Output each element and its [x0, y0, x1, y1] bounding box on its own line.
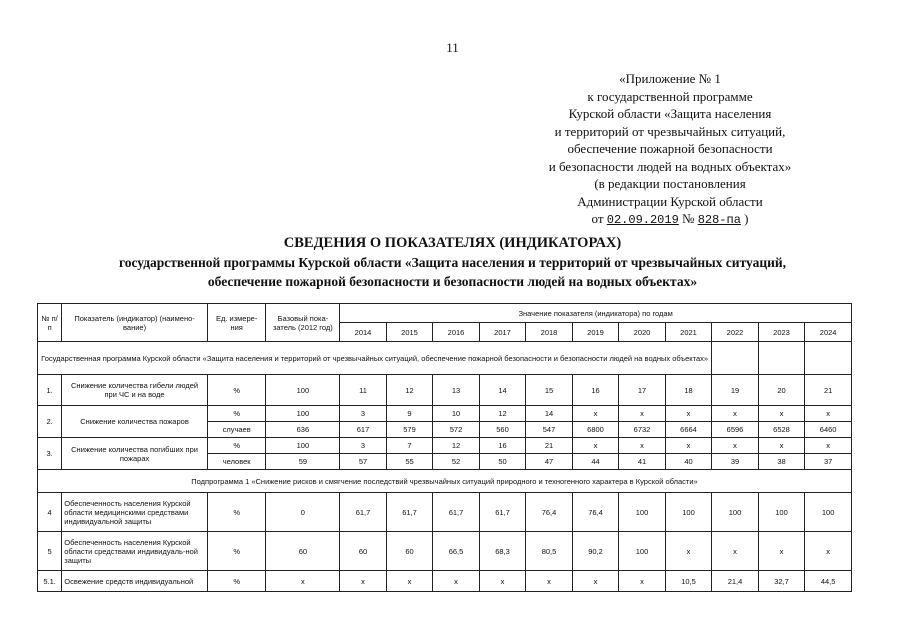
row-value: x	[665, 406, 712, 422]
year-header: 2018	[526, 323, 573, 342]
row-value: x	[619, 438, 666, 454]
row-value: 44,5	[805, 571, 852, 592]
row-value: 572	[433, 422, 480, 438]
row-value: 80,5	[526, 532, 573, 571]
page-number: 11	[446, 40, 459, 55]
row-value: 37	[805, 454, 852, 470]
row-value: 76,4	[572, 493, 619, 532]
row-value: x	[433, 571, 480, 592]
row-value: 76,4	[526, 493, 573, 532]
program-title-cell: Государственная программа Курской области «Защита населения и территорий от чрезвычайных ситуаций, обеспечение пожарной безопасности и безопасности людей на водных объектах»	[38, 342, 712, 375]
row-unit: %	[207, 438, 266, 454]
row-value: 57	[340, 454, 387, 470]
table-row	[38, 406, 852, 422]
row-value: 66,5	[433, 532, 480, 571]
row-value: 40	[665, 454, 712, 470]
row-value: 6800	[572, 422, 619, 438]
row-value: 579	[386, 422, 433, 438]
row-unit: %	[207, 571, 266, 592]
appendix-date-line	[510, 210, 830, 230]
row-value: x	[805, 532, 852, 571]
row-value: x	[572, 571, 619, 592]
row-num: 5.1.	[38, 571, 62, 592]
row-value: 100	[619, 532, 666, 571]
appendix-line: Администрации Курской области	[577, 193, 763, 209]
row-value: x	[758, 532, 805, 571]
year-header: 2019	[572, 323, 619, 342]
row-unit: случаев	[207, 422, 266, 438]
header-indicator: Показатель (индикатор) (наимено-вание)	[62, 304, 208, 342]
empty-cell	[805, 342, 852, 375]
row-value: x	[712, 406, 759, 422]
row-value: 60	[386, 532, 433, 571]
row-value: 60	[340, 532, 387, 571]
header-num: № п/п	[38, 304, 62, 342]
row-value: 21	[526, 438, 573, 454]
row-indicator: Снижение количества гибели людей при ЧС и на воде	[62, 375, 208, 406]
row-indicator: Освежение средств индивидуальной	[62, 571, 208, 592]
row-value: 50	[479, 454, 526, 470]
row-value: 15	[526, 375, 573, 406]
row-value: 6732	[619, 422, 666, 438]
row-value: 14	[526, 406, 573, 422]
table-row	[38, 493, 852, 532]
row-indicator: Снижение количества погибших при пожарах	[62, 438, 208, 470]
subprogram-row	[38, 470, 852, 493]
row-value: x	[665, 438, 712, 454]
row-value: x	[526, 571, 573, 592]
row-base: 0	[266, 493, 340, 532]
year-header: 2017	[479, 323, 526, 342]
row-base: 636	[266, 422, 340, 438]
row-value: x	[619, 571, 666, 592]
row-value: 20	[758, 375, 805, 406]
row-value: 13	[433, 375, 480, 406]
row-base: x	[266, 571, 340, 592]
row-unit: человек	[207, 454, 266, 470]
document-subtitle-1: государственной программы Курской области «Защита населения и территорий от чрезвычайных ситуаций,	[118, 255, 787, 270]
row-value: 12	[386, 375, 433, 406]
row-base: 59	[266, 454, 340, 470]
row-num: 4	[38, 493, 62, 532]
row-base: 60	[266, 532, 340, 571]
row-value: 44	[572, 454, 619, 470]
row-value: 68,3	[479, 532, 526, 571]
row-value: 14	[479, 375, 526, 406]
row-value: 100	[712, 493, 759, 532]
appendix-line: обеспечение пожарной безопасности	[567, 141, 773, 156]
appendix-block	[510, 70, 830, 230]
row-value: 39	[712, 454, 759, 470]
row-num: 2.	[38, 406, 62, 438]
row-value: x	[665, 532, 712, 571]
row-value: 617	[340, 422, 387, 438]
row-value: x	[712, 532, 759, 571]
row-value: 18	[665, 375, 712, 406]
header-values-group: Значение показателя (индикатора) по годам	[340, 304, 852, 323]
row-num: 1.	[38, 375, 62, 406]
row-base: 100	[266, 375, 340, 406]
year-header: 2021	[665, 323, 712, 342]
empty-cell	[758, 342, 805, 375]
row-base: 100	[266, 406, 340, 422]
row-value: x	[340, 571, 387, 592]
row-value: x	[619, 406, 666, 422]
row-num: 3.	[38, 438, 62, 470]
row-value: 100	[665, 493, 712, 532]
row-value: x	[572, 406, 619, 422]
row-num: 5	[38, 532, 62, 571]
row-value: 10	[433, 406, 480, 422]
row-value: 6460	[805, 422, 852, 438]
row-unit: %	[207, 406, 266, 422]
appendix-line: «Приложение № 1	[619, 71, 721, 86]
resolution-date: 02.09.2019	[606, 213, 679, 227]
row-value: 100	[805, 493, 852, 532]
row-value: x	[758, 438, 805, 454]
header-base: Базовый пока-затель (2012 год)	[266, 304, 340, 342]
row-value: 38	[758, 454, 805, 470]
row-value: 19	[712, 375, 759, 406]
row-value: 560	[479, 422, 526, 438]
row-value: 16	[479, 438, 526, 454]
row-value: 61,7	[479, 493, 526, 532]
appendix-line: (в редакции постановления	[594, 176, 746, 191]
row-value: 21,4	[712, 571, 759, 592]
row-indicator: Обеспеченность населения Курской области медицинскими средствами индивидуальной защиты	[62, 493, 208, 532]
year-header: 2024	[805, 323, 852, 342]
document-subtitle-2: обеспечение пожарной безопасности и безопасности людей на водных объектах»	[207, 274, 698, 289]
header-unit: Ед. измере-ния	[207, 304, 266, 342]
row-value: 32,7	[758, 571, 805, 592]
row-value: 9	[386, 406, 433, 422]
resolution-number: 828-па	[697, 213, 741, 227]
row-value: 90,2	[572, 532, 619, 571]
row-value: 100	[619, 493, 666, 532]
row-value: x	[805, 406, 852, 422]
row-value: x	[712, 438, 759, 454]
row-value: 3	[340, 406, 387, 422]
row-value: x	[805, 438, 852, 454]
row-unit: %	[207, 375, 266, 406]
closing-paren: )	[744, 211, 749, 226]
row-value: 12	[433, 438, 480, 454]
table-row	[38, 375, 852, 406]
table-row	[38, 438, 852, 454]
row-value: 6664	[665, 422, 712, 438]
empty-cell	[712, 342, 759, 375]
year-header: 2016	[433, 323, 480, 342]
row-value: 6528	[758, 422, 805, 438]
appendix-line: к государственной программе	[587, 88, 753, 104]
appendix-line: Курской области «Защита населения	[568, 106, 772, 121]
number-prefix: №	[682, 211, 695, 226]
row-value: x	[386, 571, 433, 592]
row-value: 52	[433, 454, 480, 470]
row-value: 547	[526, 422, 573, 438]
row-base: 100	[266, 438, 340, 454]
row-value: 55	[386, 454, 433, 470]
subprogram-title-cell: Подпрограмма 1 «Снижение рисков и смягчение последствий чрезвычайных ситуаций природного и техногенного характера в Курской области»	[38, 470, 852, 493]
row-value: 6596	[712, 422, 759, 438]
row-value: 10,5	[665, 571, 712, 592]
row-value: 41	[619, 454, 666, 470]
row-value: 17	[619, 375, 666, 406]
row-indicator: Обеспеченность населения Курской области средствами индивидуаль-ной защиты	[62, 532, 208, 571]
appendix-line: и безопасности людей на водных объектах»	[548, 158, 792, 174]
row-value: 16	[572, 375, 619, 406]
year-header: 2015	[386, 323, 433, 342]
row-value: x	[572, 438, 619, 454]
document-title: СВЕДЕНИЯ О ПОКАЗАТЕЛЯХ (ИНДИКАТОРАХ)	[283, 235, 622, 251]
indicators-table	[37, 303, 852, 592]
row-unit: %	[207, 532, 266, 571]
year-header: 2023	[758, 323, 805, 342]
row-unit: %	[207, 493, 266, 532]
row-value: x	[758, 406, 805, 422]
year-header: 2020	[619, 323, 666, 342]
row-value: 11	[340, 375, 387, 406]
row-indicator: Снижение количества пожаров	[62, 406, 208, 438]
table-row	[38, 571, 852, 592]
row-value: 100	[758, 493, 805, 532]
row-value: 12	[479, 406, 526, 422]
table-row	[38, 532, 852, 571]
row-value: 47	[526, 454, 573, 470]
appendix-line: и территорий от чрезвычайных ситуаций,	[554, 123, 786, 139]
header-row	[38, 304, 852, 323]
row-value: 7	[386, 438, 433, 454]
row-value: 61,7	[386, 493, 433, 532]
program-row	[38, 342, 852, 375]
year-header: 2022	[712, 323, 759, 342]
row-value: x	[479, 571, 526, 592]
row-value: 21	[805, 375, 852, 406]
row-value: 61,7	[340, 493, 387, 532]
row-value: 61,7	[433, 493, 480, 532]
from-prefix: от	[591, 211, 604, 226]
row-value: 3	[340, 438, 387, 454]
year-header: 2014	[340, 323, 387, 342]
